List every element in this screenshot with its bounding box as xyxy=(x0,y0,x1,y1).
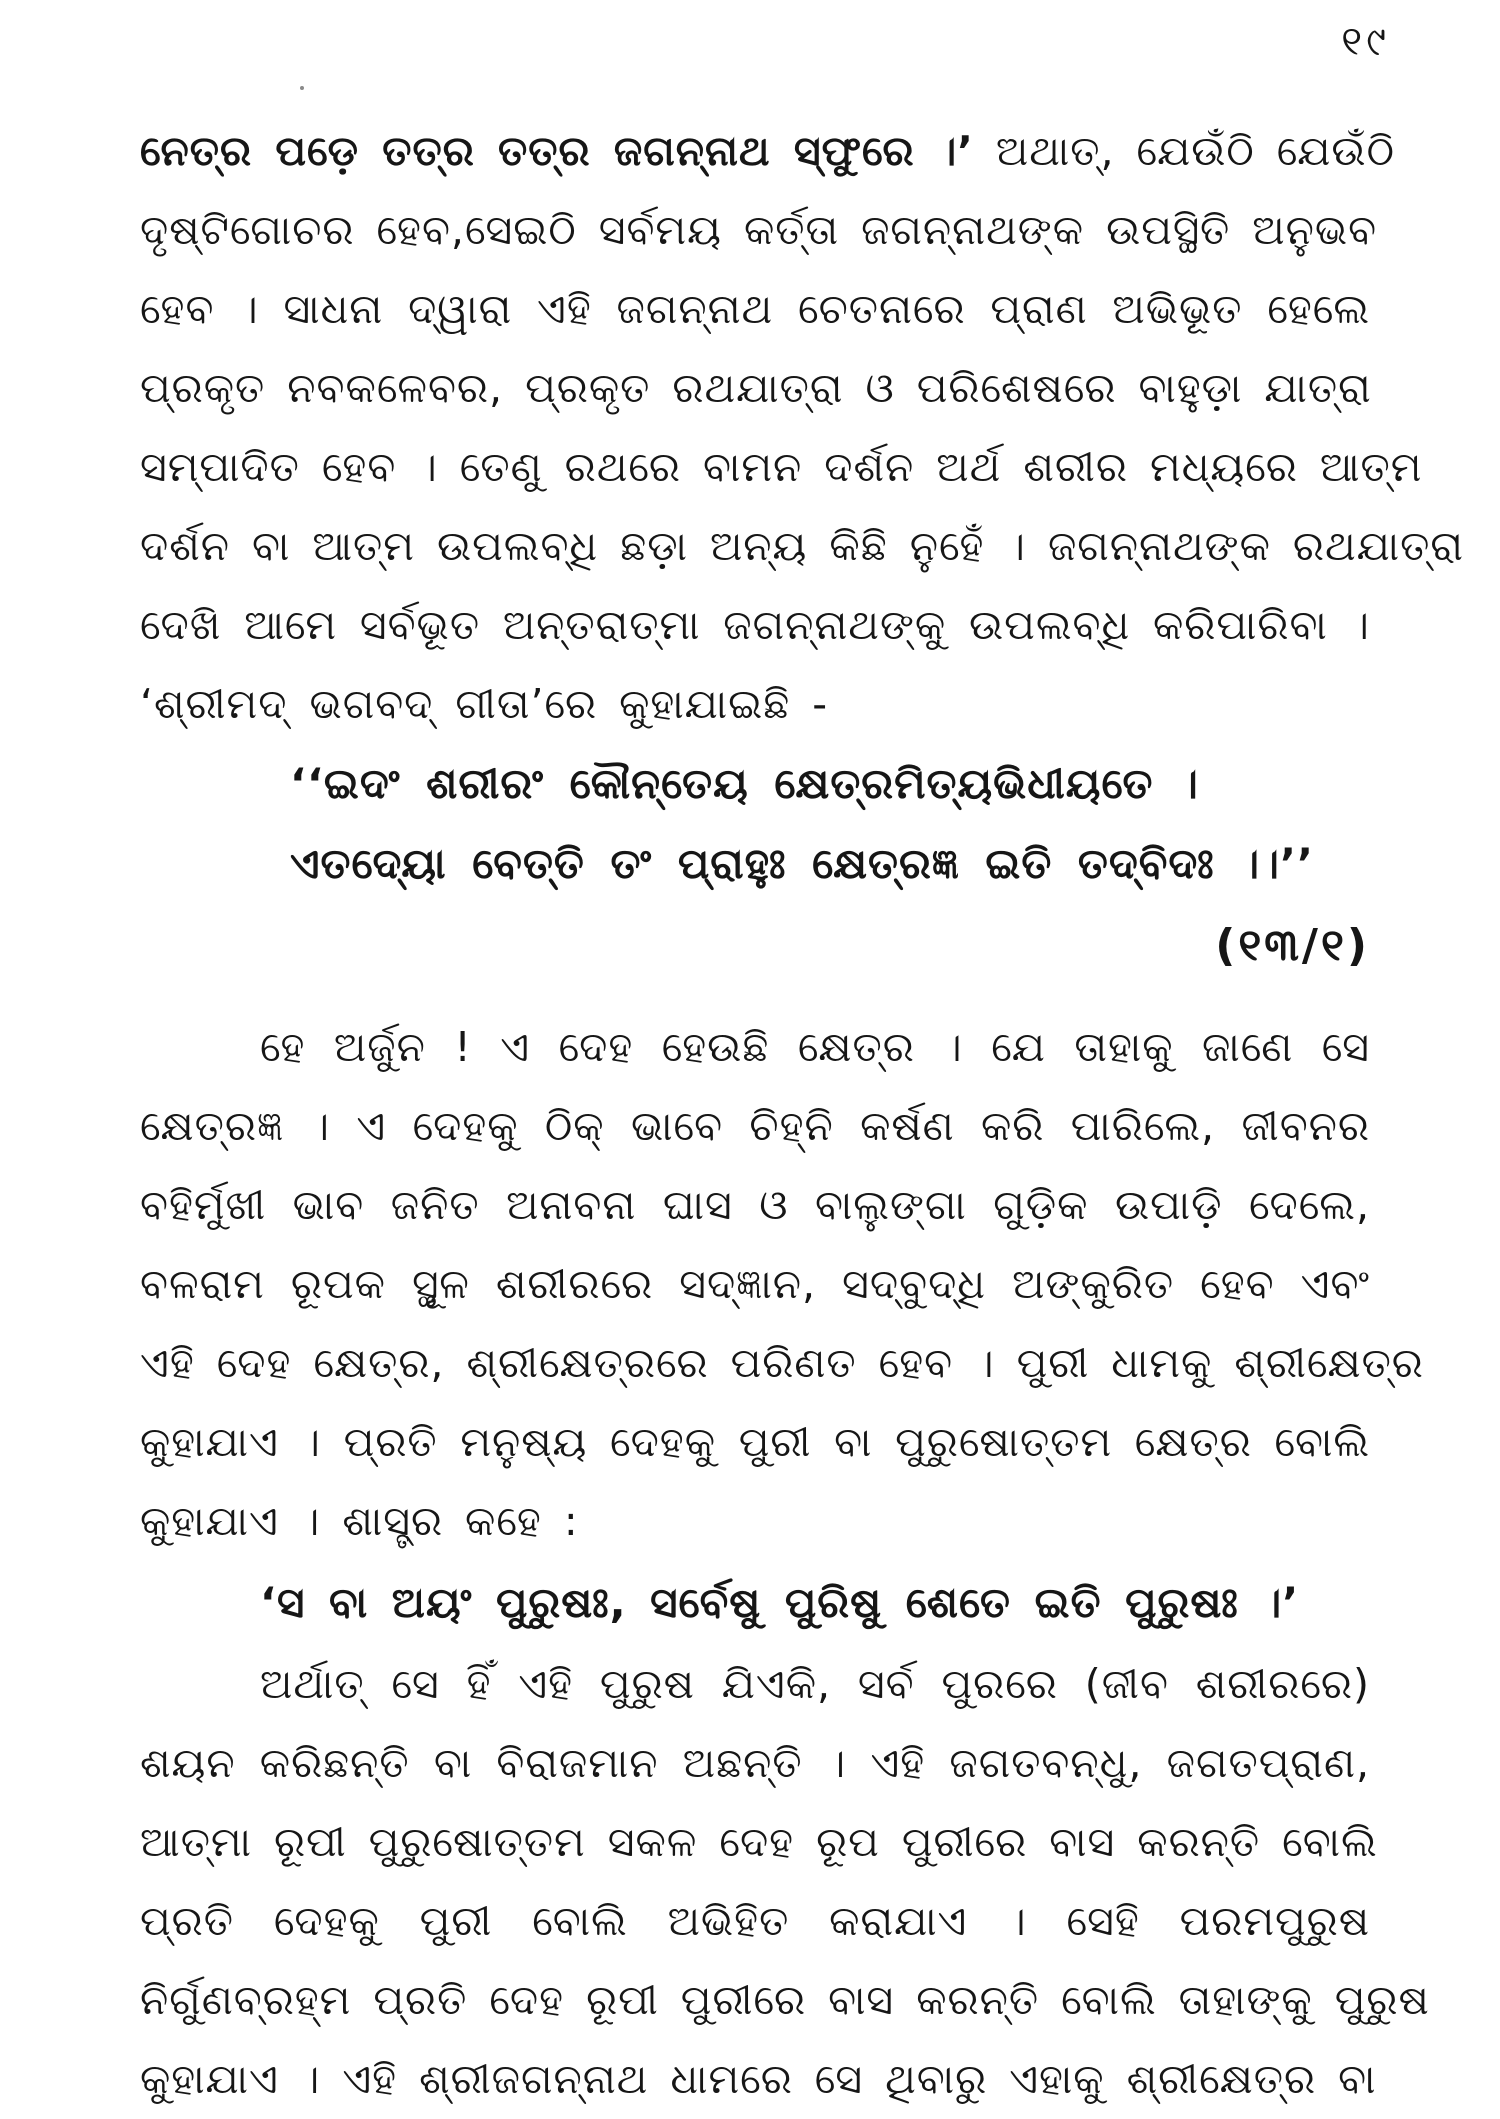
text-line: ପ୍ରତି ଦେହକୁ ପୁରୀ ବୋଲି ଅଭିହିତ କରାଯାଏ । ସେହି ପରମପୁରୁଷ xyxy=(140,1897,1370,1945)
print-speck xyxy=(300,86,304,90)
paragraph-2 xyxy=(140,1008,1424,1561)
text-line: ହେ ଅର୍ଜୁନ ! ଏ ଦେହ ହେଉଛି କ୍ଷେତ୍ର । ଯେ ତାହାକୁ ଜାଣେ ସେ xyxy=(260,1023,1370,1071)
text-line: କ୍ଷେତ୍ରଜ୍ଞ । ଏ ଦେହକୁ ଠିକ୍ ଭାବେ ଚିହ୍ନି କର୍ଷଣ କରି ପାରିଲେ, ଜୀବନର xyxy=(140,1102,1370,1150)
text-line: ଦେଖି ଆମେ ସର୍ବଭୂତ ଅନ୍ତରାତ୍ମା ଜଗନ୍ନାଥଙ୍କୁ ଉପଲବ୍ଧି କରିପାରିବା । xyxy=(140,601,1370,649)
page-body xyxy=(140,112,1464,2119)
spacer xyxy=(140,988,1370,1008)
text-line xyxy=(140,112,1395,191)
text-span: ଅଥାତ୍, ଯେଉଁଠି ଯେଉଁଠି xyxy=(973,127,1395,175)
text-line: ଦର୍ଶନ ବା ଆତ୍ମ ଉପଲବ୍ଧି ଛଡ଼ା ଅନ୍ୟ କିଛି ନୁହେଁ । ଜଗନ୍ନାଥଙ୍କ ରଥଯାତ୍ରା xyxy=(140,522,1464,570)
text-line: ନିର୍ଗୁଣବ୍ରହ୍ମ ପ୍ରତି ଦେହ ରୂପୀ ପୁରୀରେ ବାସ କରନ୍ତି ବୋଲି ତାହାଙ୍କୁ ପୁରୁଷ xyxy=(140,1976,1430,2024)
verse-line-2: ଏତଦ୍ୟୋ ବେତ୍ତି ତଂ ପ୍ରାହୁଃ କ୍ଷେତ୍ରଜ୍ଞ ଇତି ତଦ୍‌ବିଦଃ ।।’’ xyxy=(290,839,1314,888)
paragraph-3 xyxy=(140,1645,1430,2119)
text-line: ଅର୍ଥାତ୍ ସେ ହିଁ ଏହି ପୁରୁଷ ଯିଏକି, ସର୍ବ ପୁରରେ (ଜୀବ ଶରୀରରେ) xyxy=(260,1660,1370,1708)
text-line: କୁହାଯାଏ । ପ୍ରତି ମନୁଷ୍ୟ ଦେହକୁ ପୁରୀ ବା ପୁରୁଷୋତ୍ତମ କ୍ଷେତ୍ର ବୋଲି xyxy=(140,1418,1370,1466)
sanskrit-verse xyxy=(140,744,1370,988)
text-line: ଆତ୍ମା ରୂପୀ ପୁରୁଷୋତ୍ତମ ସକଳ ଦେହ ରୂପ ପୁରୀରେ ବାସ କରନ୍ତି ବୋଲି xyxy=(140,1818,1378,1866)
text-line: ଦୃଷ୍ଟିଗୋଚର ହେବ,ସେଇଠି ସର୍ବମୟ କର୍ତ୍ତା ଜଗନ୍ନାଥଙ୍କ ଉପସ୍ଥିତି ଅନୁଭବ xyxy=(140,206,1378,254)
text-line: ଶୟନ କରିଛନ୍ତି ବା ବିରାଜମାନ ଅଛନ୍ତି । ଏହି ଜଗତବନ୍ଧୁ, ଜଗତପ୍ରାଣ, xyxy=(140,1739,1370,1787)
verse-line-1: ‘‘ଇଦଂ ଶରୀରଂ କୌନ୍ତେୟ କ୍ଷେତ୍ରମିତ୍ୟଭିଧୀୟତେ । xyxy=(290,759,1199,808)
bold-quote-end: ନେତ୍ର ପଡ଼େ ତତ୍ର ତତ୍ର ଜଗନ୍ନାଥ ସ୍ଫୁରେ ।’ xyxy=(140,127,974,175)
text-line: ‘ଶ୍ରୀମଦ୍ ଭଗବଦ୍ ଗୀତା’ରେ କୁହାଯାଇଛି - xyxy=(140,680,829,728)
scripture-quote: ‘ସ ବା ଅୟଂ ପୁରୁଷଃ, ସର୍ବେଷୁ ପୁରିଷୁ ଶେତେ ଇତି ପୁରୁଷଃ ।’ xyxy=(260,1578,1300,1627)
paragraph-1 xyxy=(140,112,1464,744)
text-line: କୁହାଯାଏ । ଶାସ୍ତ୍ର କହେ : xyxy=(140,1497,579,1545)
text-line: ପ୍ରକୃତ ନବକଳେବର, ପ୍ରକୃତ ରଥଯାତ୍ରା ଓ ପରିଶେଷରେ ବାହୁଡ଼ା ଯାତ୍ରା xyxy=(140,364,1372,412)
text-line: ବହିର୍ମୁଖୀ ଭାବ ଜନିତ ଅନାବନା ଘାସ ଓ ବାଲୁଙ୍ଗା ଗୁଡ଼ିକ ଉପାଡ଼ି ଦେଲେ, xyxy=(140,1181,1370,1229)
text-line: ବଳରାମ ରୂପକ ସ୍ଥୂଳ ଶରୀରରେ ସଦ୍‌ଜ୍ଞାନ, ସଦ୍‌ବୁଦ୍ଧି ଅଙ୍କୁରିତ ହେବ ଏବଂ xyxy=(140,1260,1370,1308)
verse-reference: (୧୩/୧) xyxy=(1215,920,1370,971)
text-line: ହେବ । ସାଧନା ଦ୍ୱାରା ଏହି ଜଗନ୍ନାଥ ଚେତନାରେ ପ୍ରାଣ ଅଭିଭୂତ ହେଲେ xyxy=(140,285,1370,333)
text-line: ଏହି ଦେହ କ୍ଷେତ୍ର, ଶ୍ରୀକ୍ଷେତ୍ରରେ ପରିଣତ ହେବ । ପୁରୀ ଧାମକୁ ଶ୍ରୀକ୍ଷେତ୍ର xyxy=(140,1339,1424,1387)
page-number: ୧୯ xyxy=(1341,19,1390,65)
text-line: କୁହାଯାଏ । ଏହି ଶ୍ରୀଜଗନ୍ନାଥ ଧାମରେ ସେ ଥିବାରୁ ଏହାକୁ ଶ୍ରୀକ୍ଷେତ୍ର ବା xyxy=(140,2055,1377,2103)
text-line: ସମ୍ପାଦିତ ହେବ । ତେଣୁ ରଥରେ ବାମନ ଦର୍ଶନ ଅର୍ଥ ଶରୀର ମଧ୍ୟରେ ଆତ୍ମ xyxy=(140,443,1423,491)
